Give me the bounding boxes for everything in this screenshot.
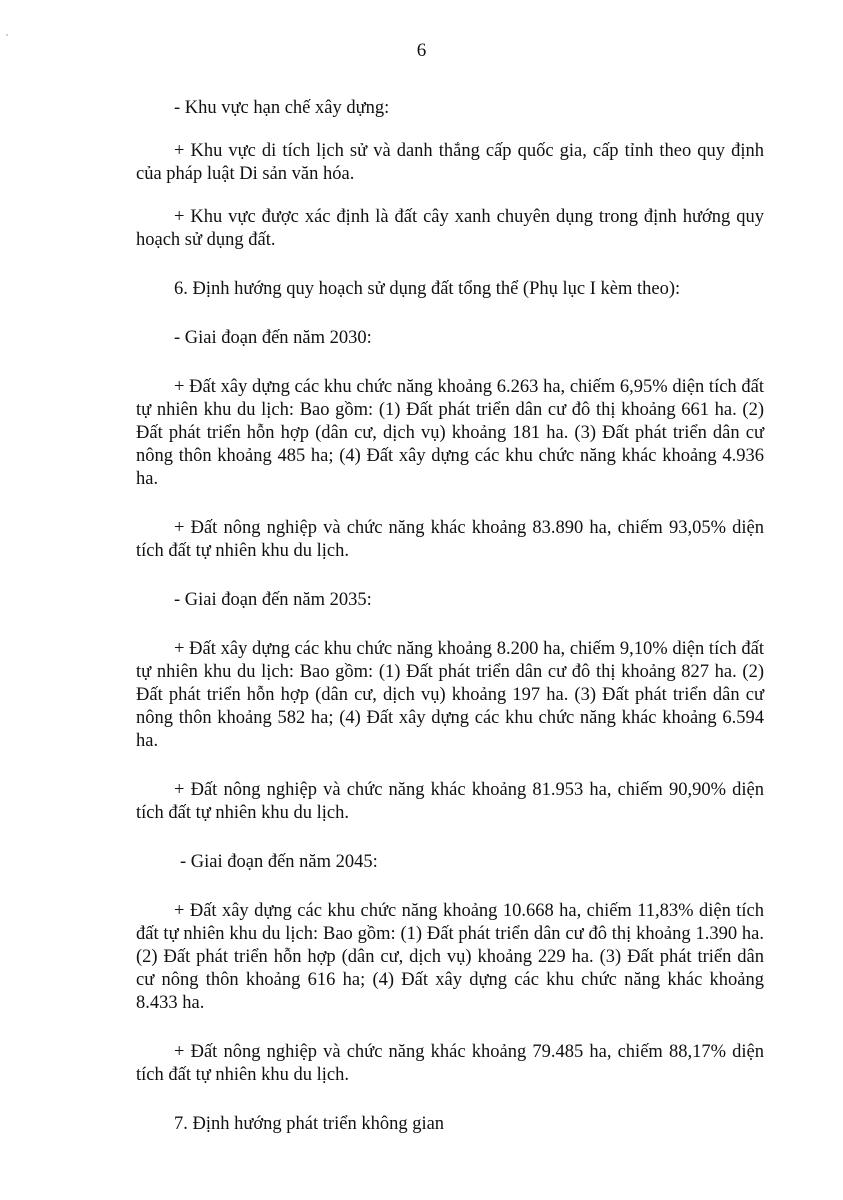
phase-2030-heading: - Giai đoạn đến năm 2030: — [174, 328, 372, 348]
phase-2030-agricultural-land: + Đất nông nghiệp và chức năng khác khoảng 83.890 ha, chiếm 93,05% diện tích đất tự nhiên khu du lịch. — [136, 518, 764, 561]
phase-2045-construction-land: + Đất xây dựng các khu chức năng khoảng 10.668 ha, chiếm 11,83% diện tích đất tự nhiên khu du lịch: Bao gồm: (1) Đất phát triển dân cư đô thị khoảng 1.390 ha. (2) Đất phát triển hỗn hợp (dân cư, dịch vụ) khoảng 229 ha. (3) Đất phát triển dân cư nông thôn khoảng 616 ha; (4) Đất xây dựng các khu chức năng khác khoảng 8.433 ha. — [136, 901, 764, 1013]
scan-speck — [6, 34, 8, 36]
phase-2035-construction-land: + Đất xây dựng các khu chức năng khoảng 8.200 ha, chiếm 9,10% diện tích đất tự nhiên khu du lịch: Bao gồm: (1) Đất phát triển dân cư đô thị khoảng 827 ha. (2) Đất phát triển hỗn hợp (dân cư, dịch vụ) khoảng 197 ha. (3) Đất phát triển dân cư nông thôn khoảng 582 ha; (4) Đất xây dựng các khu chức năng khác khoảng 6.594 ha. — [136, 639, 764, 751]
restricted-zone-item-green: + Khu vực được xác định là đất cây xanh chuyên dụng trong định hướng quy hoạch sử dụng đất. — [136, 207, 764, 250]
document-body — [136, 97, 764, 1156]
section-6-heading: 6. Định hướng quy hoạch sử dụng đất tổng thể (Phụ lục I kèm theo): — [174, 279, 681, 299]
restricted-zone-heading: - Khu vực hạn chế xây dựng: — [174, 98, 390, 118]
page-number: 6 — [416, 40, 427, 61]
phase-2045-heading: - Giai đoạn đến năm 2045: — [180, 852, 378, 872]
section-7-heading: 7. Định hướng phát triển không gian — [174, 1114, 445, 1134]
phase-2045-agricultural-land: + Đất nông nghiệp và chức năng khác khoảng 79.485 ha, chiếm 88,17% diện tích đất tự nhiên khu du lịch. — [136, 1042, 764, 1085]
phase-2035-heading: - Giai đoạn đến năm 2035: — [174, 590, 372, 610]
restricted-zone-item-heritage: + Khu vực di tích lịch sử và danh thắng cấp quốc gia, cấp tỉnh theo quy định của pháp luật Di sản văn hóa. — [136, 141, 764, 184]
phase-2030-construction-land: + Đất xây dựng các khu chức năng khoảng 6.263 ha, chiếm 6,95% diện tích đất tự nhiên khu du lịch: Bao gồm: (1) Đất phát triển dân cư đô thị khoảng 661 ha. (2) Đất phát triển hỗn hợp (dân cư, dịch vụ) khoảng 181 ha. (3) Đất phát triển dân cư nông thôn khoảng 485 ha; (4) Đất xây dựng các khu chức năng khác khoảng 4.936 ha. — [136, 377, 764, 489]
phase-2035-agricultural-land: + Đất nông nghiệp và chức năng khác khoảng 81.953 ha, chiếm 90,90% diện tích đất tự nhiên khu du lịch. — [136, 780, 764, 823]
